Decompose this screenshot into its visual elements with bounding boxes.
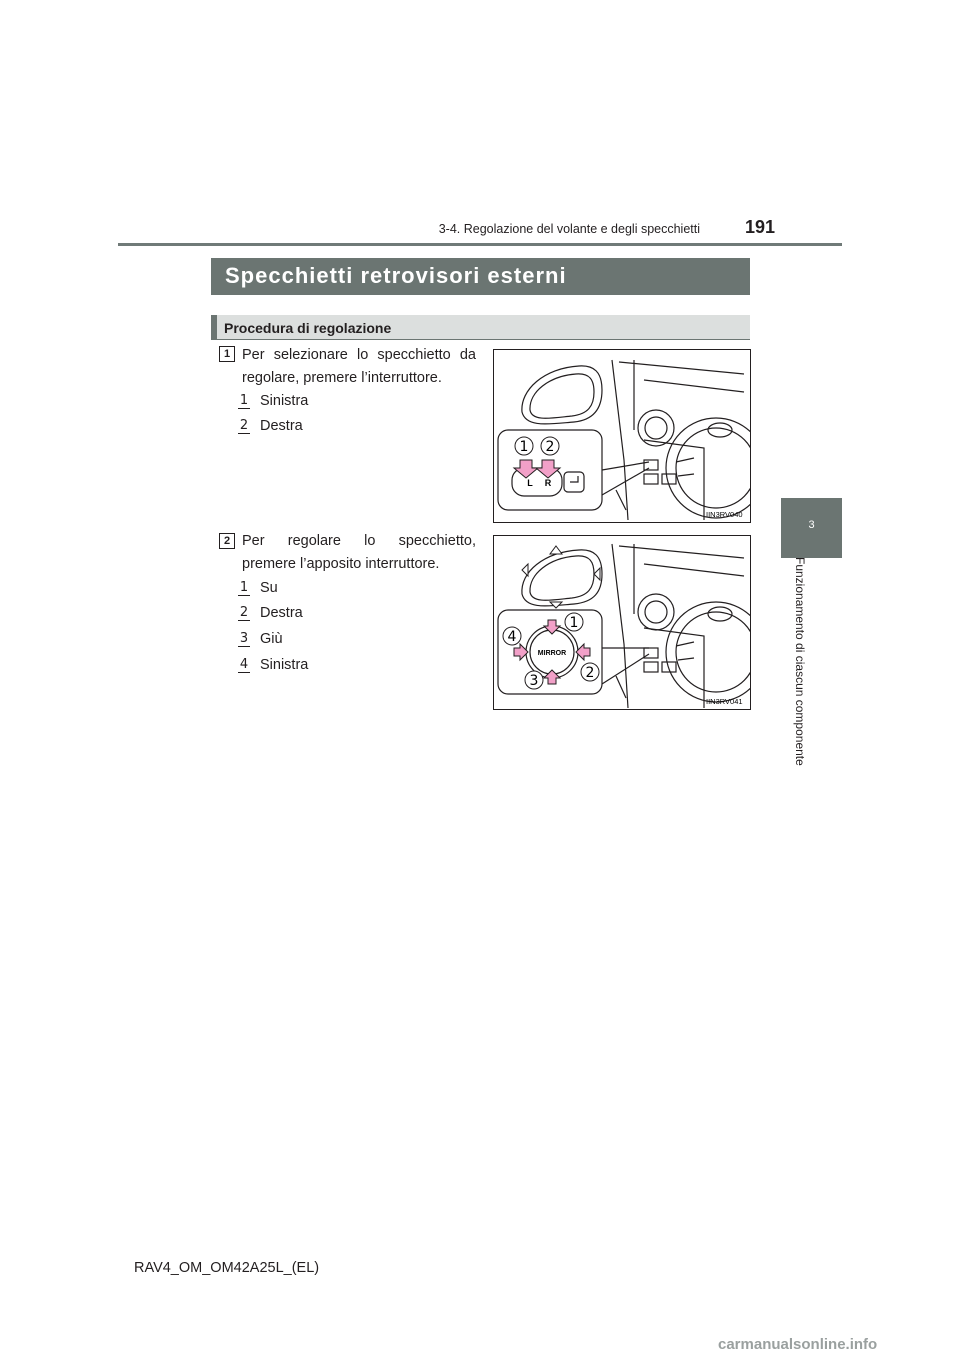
page-title: Specchietti retrovisori esterni bbox=[225, 263, 567, 288]
callout-4: 4 bbox=[507, 629, 517, 645]
step-number-1: 1 bbox=[219, 346, 235, 362]
steering-wheel bbox=[666, 418, 750, 518]
mirror-up-triangle bbox=[550, 546, 562, 554]
step-2-item-1-label: Su bbox=[260, 580, 278, 596]
step-2-item-3-label: Giù bbox=[260, 631, 283, 647]
figure-mirror-adjust bbox=[493, 535, 751, 710]
gauge-circle bbox=[638, 410, 674, 446]
mirror-switch-label: MIRROR bbox=[537, 650, 567, 657]
chapter-tab-title: Funzionamento di ciascun componente bbox=[793, 557, 807, 766]
watermark: carmanualsonline.info bbox=[718, 1336, 878, 1353]
step-2-item-1-number: 1 bbox=[236, 580, 252, 595]
mirror-adjust-illustration bbox=[494, 536, 750, 709]
header-divider bbox=[118, 243, 842, 246]
step-2-item-2-label: Destra bbox=[260, 605, 303, 621]
chapter-tab-number: 3 bbox=[808, 519, 815, 531]
figure-2-code: IIN3RV041 bbox=[706, 697, 743, 706]
gauge-circle bbox=[638, 594, 674, 630]
step-1-item-2-number: 2 bbox=[236, 418, 252, 433]
page-number: 191 bbox=[744, 217, 775, 237]
switch-label-l: L bbox=[527, 478, 533, 488]
step-1-item-1-label: Sinistra bbox=[260, 393, 309, 409]
callout-1: 1 bbox=[519, 439, 529, 455]
mirror-select-illustration bbox=[494, 350, 750, 522]
mirror-right-triangle bbox=[594, 568, 600, 580]
switch-label-r: R bbox=[544, 478, 552, 488]
step-number-2: 2 bbox=[219, 533, 235, 549]
step-2-item-4-label: Sinistra bbox=[260, 657, 309, 673]
subtitle: Procedura di regolazione bbox=[224, 320, 392, 336]
mirror-glass bbox=[530, 374, 594, 418]
document-code-footer: RAV4_OM_OM42A25L_(EL) bbox=[134, 1260, 320, 1276]
callout-3: 3 bbox=[529, 673, 539, 689]
figure-1-code: IIN3RV040 bbox=[706, 510, 743, 519]
step-2-item-2-number: 2 bbox=[236, 605, 252, 620]
mirror-left-triangle bbox=[522, 564, 528, 576]
section-header: 3-4. Regolazione del volante e degli specchietti bbox=[438, 222, 700, 236]
callout-2: 2 bbox=[585, 665, 595, 681]
figure-mirror-select bbox=[493, 349, 751, 523]
step-2-item-4-number: 4 bbox=[236, 657, 252, 672]
subtitle-accent bbox=[211, 315, 217, 340]
callout-2: 2 bbox=[545, 439, 555, 455]
step-1-item-2-label: Destra bbox=[260, 418, 303, 434]
step-1-item-1-number: 1 bbox=[236, 393, 252, 408]
callout-1: 1 bbox=[569, 615, 579, 631]
step-1-text: Per selezionare lo specchietto da regolare, premere l’interruttore. bbox=[242, 347, 476, 386]
step-2-item-3-number: 3 bbox=[236, 631, 252, 646]
a-pillar bbox=[612, 360, 628, 520]
step-2-text: Per regolare lo specchietto, premere l’apposito interruttore. bbox=[242, 533, 476, 572]
steering-wheel bbox=[666, 602, 750, 702]
